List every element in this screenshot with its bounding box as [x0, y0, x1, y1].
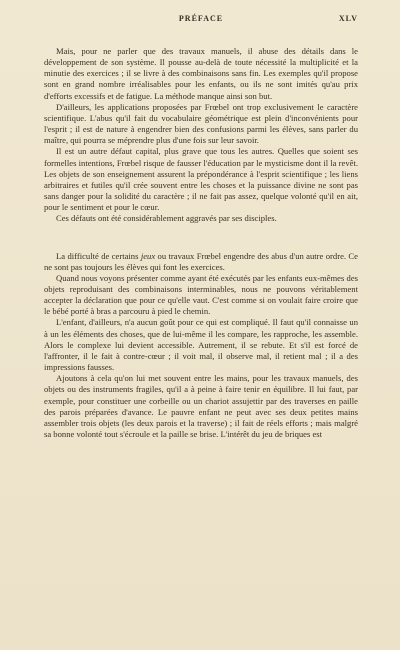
paragraph-with-emphasis — [44, 251, 358, 273]
running-head: PRÉFACE — [178, 14, 224, 23]
paragraph: Il est un autre défaut capital, plus grave que tous les autres. Quelles que soient ses formelles intentions, Frœbel risque de fausser l'éducation par le mysticisme dont il la revêt. Les objets de son enseignement assurent la prépondérance à l'esprit scientifique ; les liens arbitraires et futiles qu'il crée souvent entre les choses et la puissance divine ne sont pas sans danger pour la solidité du caractère ; il ne fait pas assez, quelque volonté qu'il en ait, pour le sentiment et pour le cœur. — [44, 146, 358, 213]
paragraph: Ajoutons à cela qu'on lui met souvent entre les mains, pour les travaux manuels, des objets ou des instruments fragiles, qu'il a à peine à faire tenir en équilibre. Il lui faut, par exemple, pour constituer une corbeille ou un chariot assujettir par des traverses en paille des parois préparées d'avance. Le pauvre enfant ne peut avec ses deux petites mains assembler trois objets (les deux parois et la traverse) ; il fait de réels efforts ; mais malgré sa bonne volonté tout s'écroule et la paille se brise. L'intérêt du jeu de briques est — [44, 373, 358, 439]
emphasized-word: jeux — [140, 250, 156, 261]
paragraph: Quand nous voyons présenter comme ayant été exécutés par les enfants eux-mêmes des objets reproduisant des combinaisons interminables, nous ne pouvons véritablement accepter la déclaration que pour ce qu'elle vaut. C'est comme si on voulait faire croire que le bébé porté à bras a parcouru à pied le chemin. — [44, 272, 358, 317]
page-number: XLV — [338, 14, 358, 23]
paragraph-text: ou travaux Frœbel engendre des abus d'un autre ordre. Ce ne sont pas toujours les élèves qui font les exercices. — [44, 250, 358, 272]
paragraph: Ces défauts ont été considérablement aggravés par ses disciples. — [56, 213, 277, 224]
section-2 — [44, 251, 358, 441]
paragraph-text: La difficulté de certains — [56, 250, 141, 261]
paragraph: Mais, pour ne parler que des travaux manuels, il abuse des détails dans le développement de son système. Il pousse au-delà de toute nécessité la multiplicité et la minutie des exercices ; il se livre à des combinaisons sans fin. Les exemples qu'il propose sont en grand nombre irréalisables pour les enfants, ou ils ne sont imités qu'au prix d'efforts excessifs et de fatigue. La méthode manque ainsi son but. — [44, 46, 358, 101]
paragraph: L'enfant, d'ailleurs, n'a aucun goût pour ce qui est compliqué. Il faut qu'il connaisse un à un les éléments des choses, que de lui-même il les compare, les rapproche, les assemble. Alors le complexe lui devient accessible. Autrement, il se rebute. Et s'il est forcé de l'affronter, il le fait à contre-cœur ; il voit mal, il observe mal, il retient mal ; il a des impressions fausses. — [44, 317, 358, 373]
section-break — [44, 225, 358, 251]
page-header — [44, 14, 358, 32]
paragraph: D'ailleurs, les applications proposées par Frœbel ont trop exclusivement le caractère scientifique. L'abus qu'il fait du vocabulaire géométrique est plein d'inconvénients pour l'esprit ; il est de nature à engendrer bien des confusions parmi les élèves, sans parler du maître, qui pourra se méprendre plus d'une fois sur leur savoir. — [44, 101, 358, 146]
section-1 — [44, 46, 358, 225]
